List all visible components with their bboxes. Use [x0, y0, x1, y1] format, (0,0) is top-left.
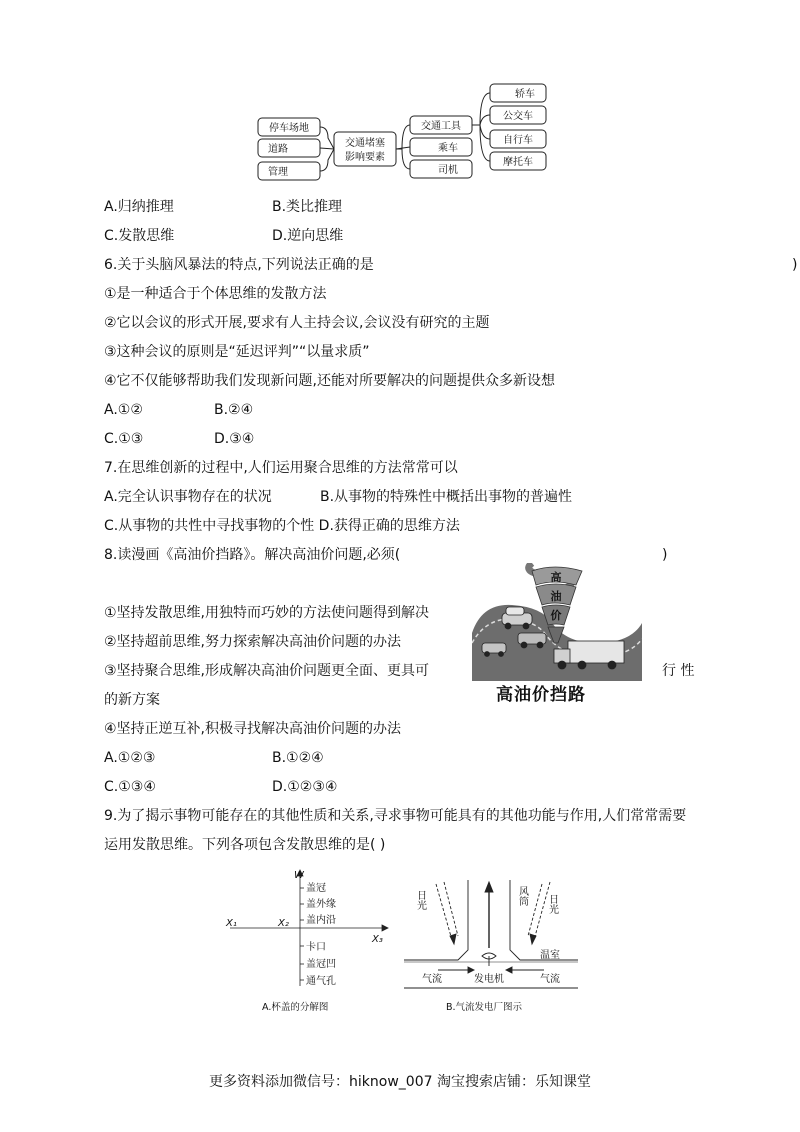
lid-part-lower-1: 卡口	[306, 942, 326, 953]
diagram-node-center-line2: 影响要素	[345, 152, 385, 163]
q8-option-b: B.①②④	[272, 750, 324, 766]
diagram-node-bicycle: 自行车	[503, 135, 533, 146]
q8-statement-3-tail: 行 性	[662, 663, 695, 679]
sun-left-label: 日光	[414, 890, 426, 910]
diagram-node-road: 道路	[268, 144, 288, 155]
q8-option-d: D.①②③④	[272, 779, 338, 795]
diagram-node-management: 管理	[268, 167, 288, 178]
q8-statement-3: ③坚持聚合思维,形成解决高油价问题更全面、更具可	[104, 663, 429, 679]
q8-option-a: A.①②③	[104, 750, 156, 766]
q8-statement-3-cont: 的新方案	[104, 692, 160, 708]
diagram-node-center-line1: 交通堵塞	[345, 138, 385, 149]
q8-stem: 8.读漫画《高油价挡路》。解决高油价问题,必须(	[104, 547, 401, 563]
diagram-node-bus: 公交车	[503, 111, 533, 122]
axis-x2-label: X₂	[278, 918, 289, 929]
lid-part-upper-1: 盖冠	[306, 883, 326, 894]
diagram-node-parking: 停车场地	[269, 123, 309, 134]
q9-stem-line1: 9.为了揭示事物可能存在的其他性质和关系,寻求事物可能具有的其他功能与作用,人们常常需要	[104, 808, 687, 824]
cartoon-char-2: 油	[550, 590, 562, 603]
q7-option-a: A.完全认识事物存在的状况	[104, 489, 272, 505]
lid-part-lower-3: 通气孔	[306, 976, 336, 987]
cartoon-char-3: 价	[550, 609, 562, 622]
axis-w-label: W	[294, 870, 304, 881]
q6-statement-1: ①是一种适合于个体思维的发散方法	[104, 286, 327, 302]
page-footer: 更多资料添加微信号：hiknow_007 淘宝搜索店铺：乐知课堂	[209, 1074, 591, 1090]
lid-part-lower-2: 盖冠凹	[306, 959, 336, 970]
q5-option-c: C.发散思维	[104, 228, 175, 244]
q5-option-b: B.类比推理	[272, 199, 343, 215]
q6-statement-3: ③这种会议的原则是“延迟评判”“以量求质”	[104, 344, 370, 360]
cartoon-caption: 高油价挡路	[496, 685, 586, 705]
diagram-node-passengers: 乘车	[438, 143, 458, 154]
q7-option-b: B.从事物的特殊性中概括出事物的普遍性	[320, 489, 573, 505]
lid-part-upper-3: 盖内沿	[306, 915, 336, 926]
q6-option-a: A.①②	[104, 402, 143, 418]
diagram-node-vehicles: 交通工具	[421, 121, 461, 132]
q7-stem: 7.在思维创新的过程中,人们运用聚合思维的方法常常可以	[104, 460, 458, 476]
q6-option-b: B.②④	[214, 402, 254, 418]
diagram-node-motorcycle: 摩托车	[503, 157, 533, 168]
q6-option-c: C.①③	[104, 431, 144, 447]
q7-option-cd: C.从事物的共性中寻找事物的个性 D.获得正确的思维方法	[104, 518, 460, 534]
generator-label: 发电机	[474, 974, 504, 985]
q6-option-d: D.③④	[214, 431, 255, 447]
q8-statement-1: ①坚持发散思维,用独特而巧妙的方法使问题得到解决	[104, 605, 429, 621]
lid-part-upper-2: 盖外缘	[306, 899, 336, 910]
cup-lid-breakdown-figure	[222, 866, 402, 1016]
high-oil-price-cartoon	[472, 563, 644, 681]
traffic-factor-diagram	[250, 80, 560, 190]
q8-option-c: C.①③④	[104, 779, 156, 795]
greenhouse-label: 温室	[540, 950, 560, 961]
diagram-node-car: 轿车	[515, 89, 535, 100]
q6-stem: 6.关于头脑风暴法的特点,下列说法正确的是	[104, 257, 374, 273]
q8-statement-2: ②坚持超前思维,努力探索解决高油价问题的办法	[104, 634, 401, 650]
airflow-left-label: 气流	[422, 974, 442, 985]
figure-b-caption: B.气流发电厂图示	[446, 1002, 523, 1013]
q8-statement-4: ④坚持正逆互补,积极寻找解决高油价问题的办法	[104, 721, 401, 737]
q6-statement-2: ②它以会议的形式开展,要求有人主持会议,会议没有研究的主题	[104, 315, 490, 331]
wind-tube-label: 风筒	[516, 886, 528, 906]
diagram-node-driver: 司机	[438, 165, 458, 176]
q9-stem-line2: 运用发散思维。下列各项包含发散思维的是( )	[104, 837, 386, 853]
axis-x3-label: X₃	[372, 934, 383, 945]
airflow-power-plant-figure	[398, 870, 588, 1016]
figure-a-caption: A.杯盖的分解图	[262, 1002, 329, 1013]
cartoon-char-1: 高	[550, 571, 562, 584]
q5-option-a: A.归纳推理	[104, 199, 174, 215]
q8-close-paren: )	[662, 547, 668, 563]
q5-option-d: D.逆向思维	[272, 228, 344, 244]
airflow-right-label: 气流	[540, 974, 560, 985]
q6-statement-4: ④它不仅能够帮助我们发现新问题,还能对所要解决的问题提供众多新设想	[104, 373, 555, 389]
sun-right-label: 日光	[546, 894, 558, 914]
q6-close-paren: )	[792, 257, 798, 273]
axis-x1-label: X₁	[226, 918, 237, 929]
